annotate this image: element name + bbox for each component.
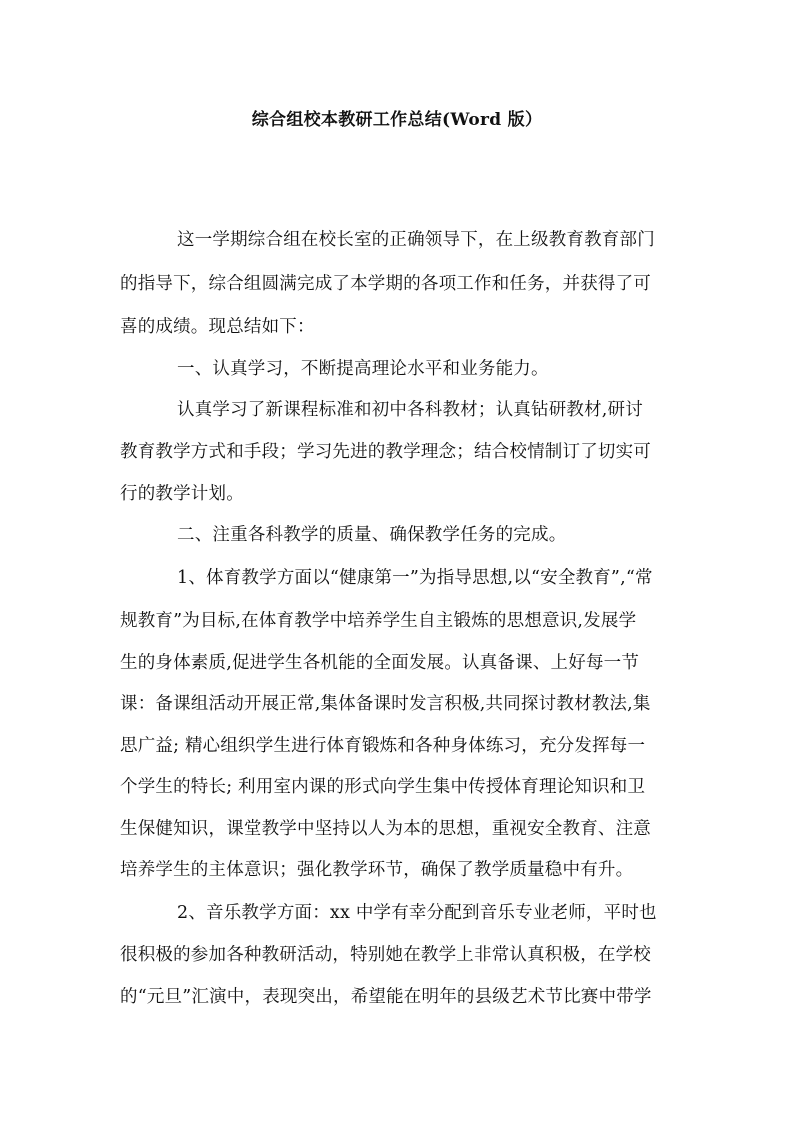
paragraph-line: 思广益; 精心组织学生进行体育锻炼和各种身体练习，充分发挥每一 <box>120 736 646 756</box>
paragraph-line: 1、体育教学方面以“健康第一”为指导思想,以“安全教育”,“常 <box>177 568 653 588</box>
section-heading: 二、注重各科教学的质量、确保教学任务的完成。 <box>177 525 567 545</box>
paragraph-line: 课：备课组活动开展正常,集体备课时发言积极,共同探讨教材教法,集 <box>120 694 651 714</box>
paragraph-line: 生保健知识，课堂教学中坚持以人为本的思想，重视安全教育、注意 <box>120 819 651 839</box>
paragraph-line: 个学生的特长; 利用室内课的形式向学生集中传授体育理论知识和卫 <box>120 777 646 797</box>
section-heading: 一、认真学习，不断提高理论水平和业务能力。 <box>177 359 549 379</box>
paragraph-line: 喜的成绩。现总结如下： <box>120 317 315 337</box>
paragraph-line: 认真学习了新课程标准和初中各科教材；认真钻研教材,研讨 <box>177 400 643 420</box>
paragraph-line: 很积极的参加各种教研活动，特别她在教学上非常认真积极，在学校 <box>120 945 651 965</box>
paragraph-line: 的“元旦”汇演中，表现突出，希望能在明年的县级艺术节比赛中带学 <box>120 987 652 1007</box>
paragraph-line: 规教育”为目标,在体育教学中培养学生自主锻炼的思想意识,发展学 <box>120 611 637 631</box>
paragraph-line: 2、音乐教学方面：xx 中学有幸分配到音乐专业老师，平时也 <box>177 903 657 923</box>
document-title: 综合组校本教研工作总结(Word 版） <box>251 110 543 130</box>
paragraph-line: 的指导下，综合组圆满完成了本学期的各项工作和任务，并获得了可 <box>120 274 651 294</box>
paragraph-line: 行的教学计划。 <box>120 484 244 504</box>
paragraph-line: 生的身体素质,促进学生各机能的全面发展。认真备课、上好每一节 <box>120 653 640 673</box>
paragraph-line: 教育教学方式和手段；学习先进的教学理念；结合校情制订了切实可 <box>120 442 651 462</box>
paragraph-line: 这一学期综合组在校长室的正确领导下，在上级教育教育部门 <box>177 230 655 250</box>
paragraph-line: 培养学生的主体意识；强化教学环节，确保了教学质量稳中有升。 <box>120 860 634 880</box>
